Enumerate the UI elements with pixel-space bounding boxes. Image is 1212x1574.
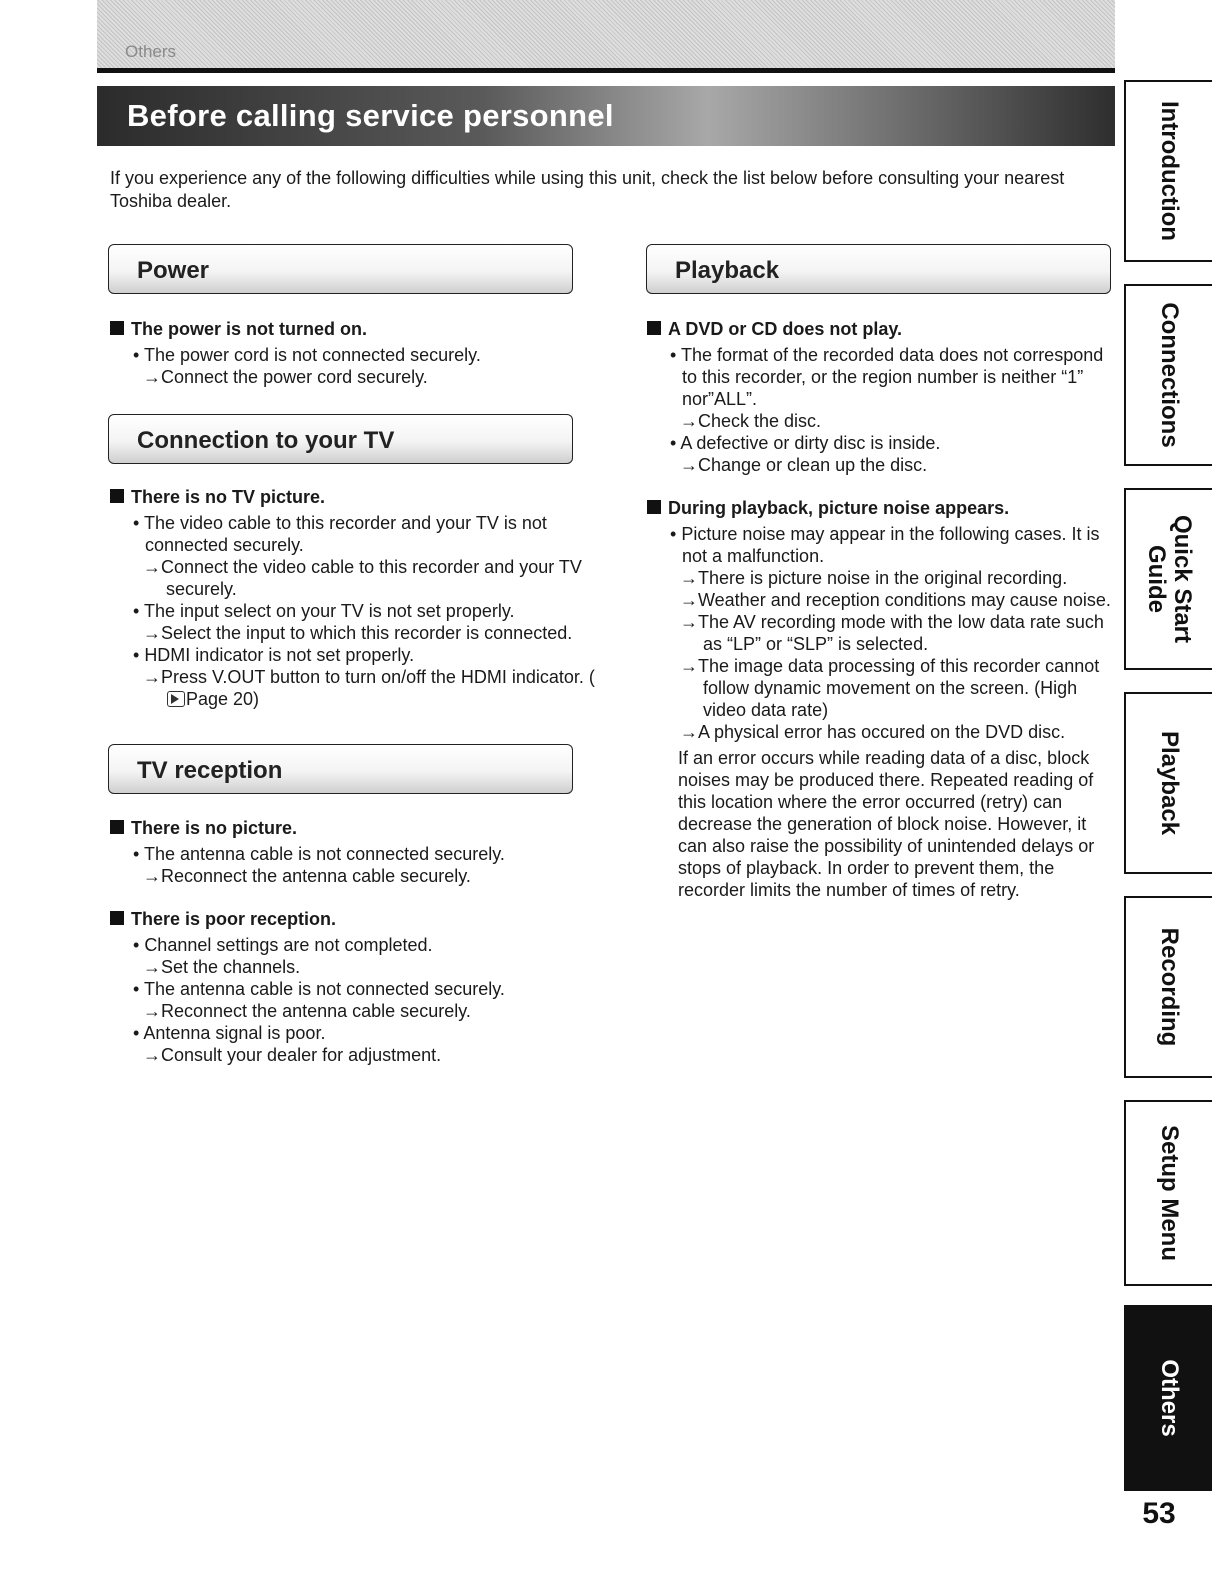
right-arrow-icon: → <box>143 1001 161 1021</box>
tab-label: Introduction <box>1156 101 1183 241</box>
list-item: • The video cable to this recorder and your TV is not connected securely. <box>133 513 547 555</box>
tab-others[interactable] <box>1124 1305 1212 1491</box>
list-item: • The power cord is not connected securely. <box>133 345 481 365</box>
list-item: • Antenna signal is poor. <box>133 1023 326 1043</box>
right-arrow-icon: → <box>680 722 698 742</box>
page-title: Before calling service personnel <box>127 98 614 133</box>
list-item: →The image data processing of this recorder cannot follow dynamic movement on the screen. (High video data rate) <box>680 656 1100 720</box>
list-item: →Press V.OUT button to turn on/off the HDMI indicator. ( Page 20) <box>143 667 595 709</box>
list-item: →A physical error has occured on the DVD disc. <box>680 722 1066 742</box>
right-arrow-icon: → <box>143 866 161 886</box>
right-arrow-icon: → <box>680 455 698 475</box>
tab-recording[interactable] <box>1124 896 1212 1078</box>
playback-problem-block-1 <box>647 318 1117 476</box>
tab-label: Setup Menu <box>1156 1125 1183 1261</box>
tab-label: Others <box>1156 1359 1183 1437</box>
tab-introduction[interactable] <box>1124 80 1212 262</box>
list-item: →Connect the video cable to this recorder and your TV securely. <box>143 557 582 599</box>
right-arrow-icon: → <box>680 590 698 610</box>
list-item: →Connect the power cord securely. <box>143 367 428 387</box>
tab-playback[interactable] <box>1124 692 1212 874</box>
list-item: →Reconnect the antenna cable securely. <box>143 866 471 886</box>
list-item: • Channel settings are not completed. <box>133 935 433 955</box>
list-item: →The AV recording mode with the low data rate such as “LP” or “SLP” is selected. <box>680 612 1104 654</box>
list-item: →Change or clean up the disc. <box>680 455 928 475</box>
problem-title: There is no picture. <box>110 817 600 839</box>
connection-problem-block <box>110 486 600 710</box>
power-problem-block <box>110 318 590 388</box>
list-item: →Consult your dealer for adjustment. <box>143 1045 442 1065</box>
tab-connections[interactable] <box>1124 284 1212 466</box>
problem-title: There is poor reception. <box>110 908 600 930</box>
connection-heading: Connection to your TV <box>137 427 395 454</box>
power-heading-box <box>108 244 573 294</box>
list-item: →There is picture noise in the original recording. <box>680 568 1068 588</box>
reception-problem-block-2 <box>110 908 600 1066</box>
list-item: • HDMI indicator is not set properly. <box>133 645 415 665</box>
tab-label: Recording <box>1156 927 1183 1047</box>
right-arrow-icon: → <box>143 623 161 643</box>
intro-text: If you experience any of the following difficulties while using this unit, check the list below before consulting your nearest Toshiba dealer. <box>110 168 1065 211</box>
tv-reception-heading: TV reception <box>137 757 283 784</box>
list-item: →Set the channels. <box>143 957 301 977</box>
right-arrow-icon: → <box>143 367 161 387</box>
list-item: →Select the input to which this recorder is connected. <box>143 623 573 643</box>
list-item: • The antenna cable is not connected securely. <box>133 844 505 864</box>
right-arrow-icon: → <box>680 656 698 676</box>
tab-quick-start-guide[interactable] <box>1124 488 1212 670</box>
right-arrow-icon: → <box>143 667 161 687</box>
playback-problem-block-2 <box>647 497 1117 901</box>
title-band <box>97 86 1115 146</box>
page-number: 53 <box>1142 1497 1176 1530</box>
right-arrow-icon: → <box>143 557 161 577</box>
list-item: • Picture noise may appear in the following cases. It is not a malfunction. <box>670 524 1100 566</box>
list-item: →Weather and reception conditions may cause noise. <box>680 590 1111 610</box>
problem-title: During playback, picture noise appears. <box>647 497 1117 519</box>
list-item: →Reconnect the antenna cable securely. <box>143 1001 471 1021</box>
list-item: • The input select on your TV is not set properly. <box>133 601 515 621</box>
note-paragraph: If an error occurs while reading data of a disc, block noises may be produced there. Repeated reading of this location where the error occurred (retry) can decrease the generation of block noise. However, it can also raise the possibility of unintended delays or stops of playback. In order to prevent them, the recorder limits the number of times of retry. <box>678 748 1095 900</box>
problem-title: There is no TV picture. <box>110 486 600 508</box>
right-arrow-icon: → <box>680 612 698 632</box>
problem-title: A DVD or CD does not play. <box>647 318 1117 340</box>
playback-heading: Playback <box>675 257 780 284</box>
tv-reception-heading-box <box>108 744 573 794</box>
right-arrow-icon: → <box>680 411 698 431</box>
tab-label: Playback <box>1156 730 1183 836</box>
section-header-band <box>97 0 1115 73</box>
tab-label: Quick Start Guide <box>1143 514 1196 644</box>
connection-heading-box <box>108 414 573 464</box>
black-square-icon-heading: The power is not turned on. <box>110 318 590 340</box>
tab-setup-menu[interactable] <box>1124 1100 1212 1286</box>
section-label: Others <box>125 42 177 61</box>
tab-label: Connections <box>1156 302 1183 448</box>
right-arrow-icon: → <box>143 957 161 977</box>
list-item: • The format of the recorded data does not correspond to this recorder, or the region number is neither “1” nor”ALL”. <box>670 345 1104 409</box>
list-item: • The antenna cable is not connected securely. <box>133 979 505 999</box>
page-reference-icon <box>167 691 185 707</box>
list-item: →Check the disc. <box>680 411 822 431</box>
list-item: • A defective or dirty disc is inside. <box>670 433 941 453</box>
reception-problem-block-1 <box>110 817 600 887</box>
power-heading: Power <box>137 257 210 284</box>
playback-heading-box <box>646 244 1111 294</box>
right-arrow-icon: → <box>143 1045 161 1065</box>
right-arrow-icon: → <box>680 568 698 588</box>
